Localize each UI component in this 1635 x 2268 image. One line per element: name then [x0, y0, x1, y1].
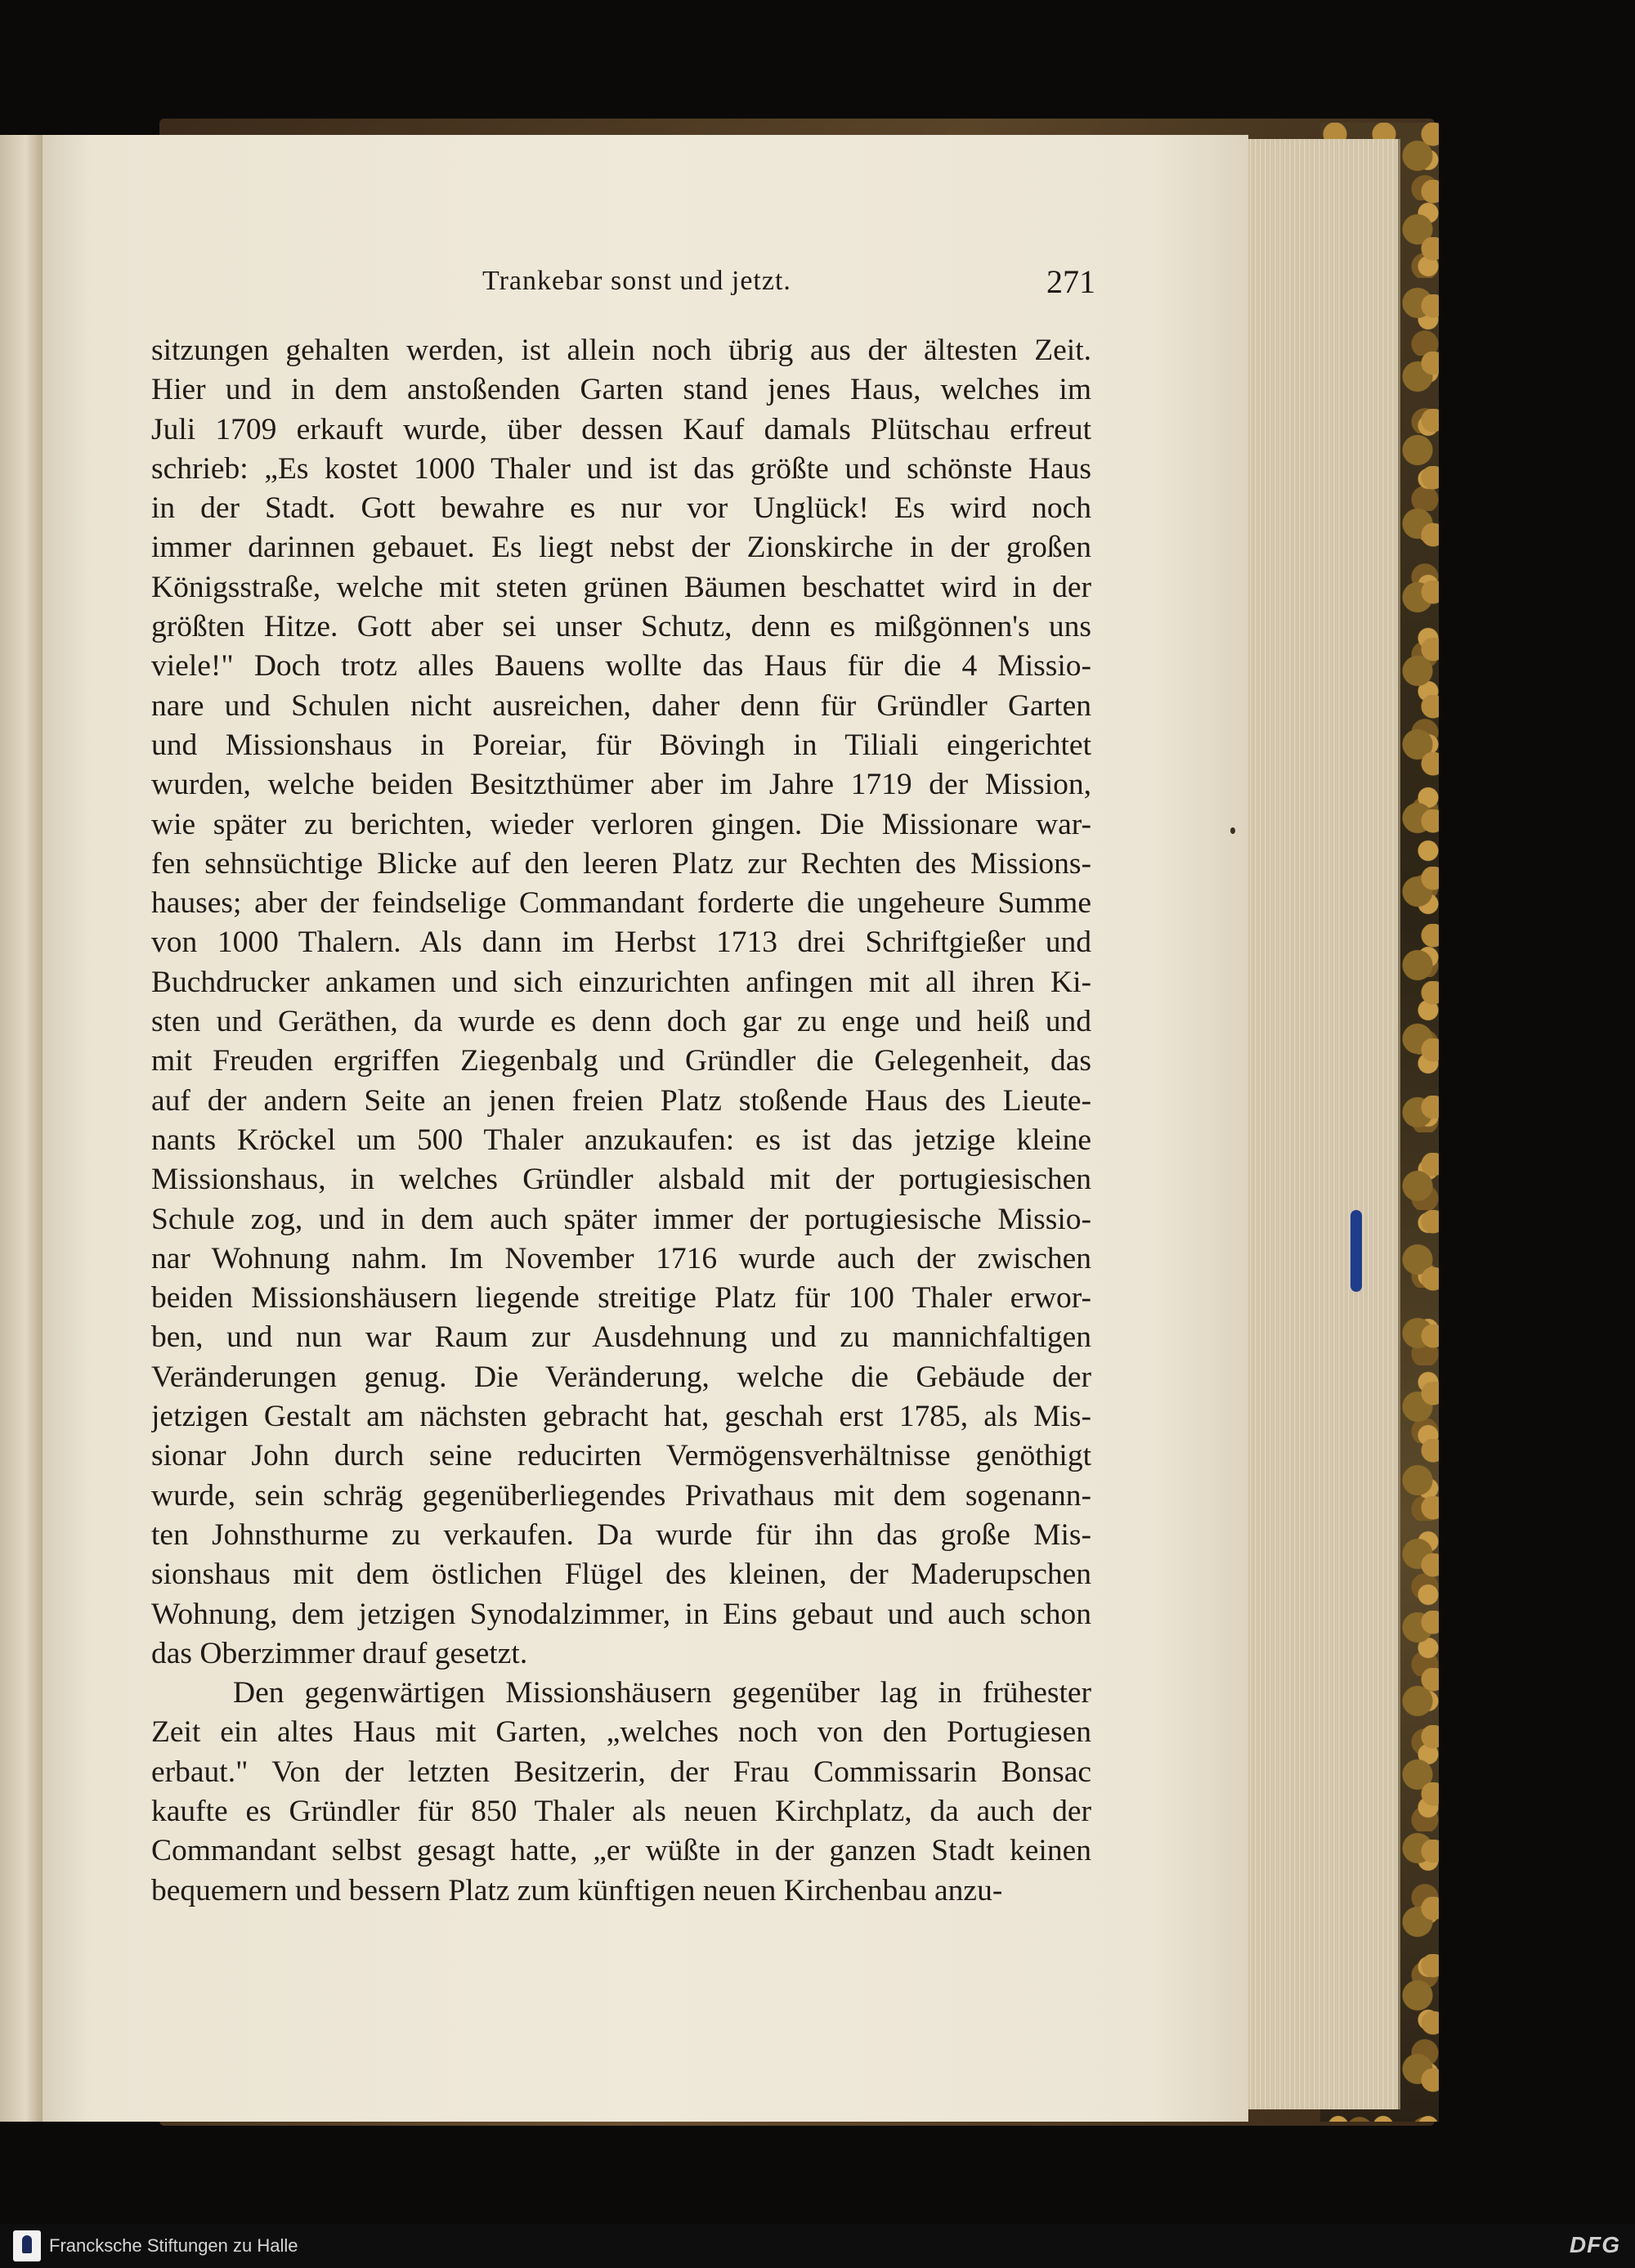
institution-logo-icon — [13, 2230, 41, 2261]
text-line: Commandant selbst gesagt hatte, „er wüßte in der ganzen Stadt keinen — [151, 1834, 1091, 1868]
text-line: in der Stadt. Gott bewahre es nur vor Unglück! Es wird noch — [151, 491, 1091, 526]
text-line: sionshaus mit dem östlichen Flügel des kleinen, der Maderupschen — [151, 1558, 1091, 1592]
text-line: mit Freuden ergriffen Ziegenbalg und Gründler die Gelegenheit, das — [151, 1044, 1091, 1078]
text-line: von 1000 Thalern. Als dann im Herbst 1713 drei Schriftgießer und — [151, 926, 1091, 960]
text-line: Buchdrucker ankamen und sich einzurichten anfingen mit all ihren Ki- — [151, 965, 1091, 999]
text-line: nar Wohnung nahm. Im November 1716 wurde auch der zwischen — [151, 1241, 1091, 1275]
text-line: größten Hitze. Gott aber sei unser Schutz, denn es mißgönnen's uns — [151, 610, 1091, 644]
running-title: Trankebar sonst und jetzt. — [482, 266, 791, 296]
text-line: Hier und in dem anstoßenden Garten stand jenes Haus, welches im — [151, 373, 1091, 407]
bookmark-ribbon — [1351, 1210, 1362, 1292]
text-line: nare und Schulen nicht ausreichen, daher denn für Gründler Garten — [151, 688, 1091, 723]
text-line: Königsstraße, welche mit steten grünen Bäumen beschattet wird in der — [151, 570, 1091, 604]
ink-speck — [1230, 827, 1235, 834]
text-line: wie später zu berichten, wieder verloren gingen. Die Missionare war- — [151, 807, 1091, 841]
text-line: beiden Missionshäusern liegende streitige Platz für 100 Thaler erwor- — [151, 1281, 1091, 1316]
text-line: Missionshaus, in welches Gründler alsbald mit der portugiesischen — [151, 1163, 1091, 1197]
text-line: immer darinnen gebauet. Es liegt nebst der Zionskirche in der großen — [151, 531, 1091, 565]
text-line: sitzungen gehalten werden, ist allein noch übrig aus der ältesten Zeit. — [151, 334, 1091, 367]
text-line: erbaut." Von der letzten Besitzerin, der Frau Commissarin Bonsac — [151, 1755, 1091, 1789]
text-line: Schule zog, und in dem auch später immer der portugiesische Missio- — [151, 1202, 1091, 1236]
page-header — [155, 263, 1095, 315]
text-line: und Missionshaus in Poreiar, für Bövingh in Tiliali eingerichtet — [151, 728, 1091, 762]
text-line: hauses; aber der feindselige Commandant forderte die ungeheure Summe — [151, 886, 1091, 921]
text-line: viele!" Doch trotz alles Bauens wollte das Haus für die 4 Missio- — [151, 649, 1091, 684]
text-line: das Oberzimmer drauf gesetzt. — [151, 1636, 528, 1670]
text-line: Veränderungen genug. Die Veränderung, welche die Gebäude der — [151, 1360, 1091, 1394]
text-line: wurde, sein schräg gegenüberliegendes Privathaus mit dem sogenann- — [151, 1478, 1091, 1513]
text-line: Zeit ein altes Haus mit Garten, „welches noch von den Portugiesen — [151, 1715, 1091, 1750]
text-line: sionar John durch seine reducirten Vermögensverhältnisse genöthigt — [151, 1439, 1091, 1473]
text-line: ben, und nun war Raum zur Ausdehnung und zu mannichfaltigen — [151, 1320, 1091, 1355]
text-line: Juli 1709 erkauft wurde, über dessen Kauf damals Plütschau erfreut — [151, 412, 1091, 446]
institution-label: Francksche Stiftungen zu Halle — [49, 2235, 298, 2256]
page-stack-edge — [1243, 139, 1400, 2109]
page-number: 271 — [1046, 263, 1095, 300]
text-line: Den gegenwärtigen Missionshäusern gegenüber lag in frühester — [233, 1676, 1091, 1710]
text-line: schrieb: „Es kostet 1000 Thaler und ist das größte und schönste Haus — [151, 451, 1091, 486]
text-line: fen sehnsüchtige Blicke auf den leeren Platz zur Rechten des Missions- — [151, 846, 1091, 881]
text-line: sten und Geräthen, da wurde es denn doch gar zu enge und heiß und — [151, 1005, 1091, 1039]
text-line: ten Johnsthurme zu verkaufen. Da wurde für ihn das große Mis- — [151, 1517, 1091, 1552]
text-line: kaufte es Gründler für 850 Thaler als neuen Kirchplatz, da auch der — [151, 1794, 1091, 1828]
text-line: jetzigen Gestalt am nächsten gebracht hat, geschah erst 1785, als Mis- — [151, 1400, 1091, 1434]
text-line: auf der andern Seite an jenen freien Platz stoßende Haus des Lieute- — [151, 1083, 1091, 1118]
viewer-footer — [0, 2224, 1635, 2268]
text-line: nants Kröckel um 500 Thaler anzukaufen: es ist das jetzige kleine — [151, 1123, 1091, 1157]
facing-page-edge — [0, 135, 43, 2122]
body-text — [151, 331, 1091, 1911]
text-line: wurden, welche beiden Besitzthümer aber im Jahre 1719 der Mission, — [151, 768, 1091, 802]
text-line: Wohnung, dem jetzigen Synodalzimmer, in Eins gebaut und auch schon — [151, 1597, 1091, 1631]
dfg-logo: DFG — [1569, 2232, 1620, 2257]
text-line: bequemern und bessern Platz zum künftigen neuen Kirchenbau anzu- — [151, 1873, 1003, 1907]
